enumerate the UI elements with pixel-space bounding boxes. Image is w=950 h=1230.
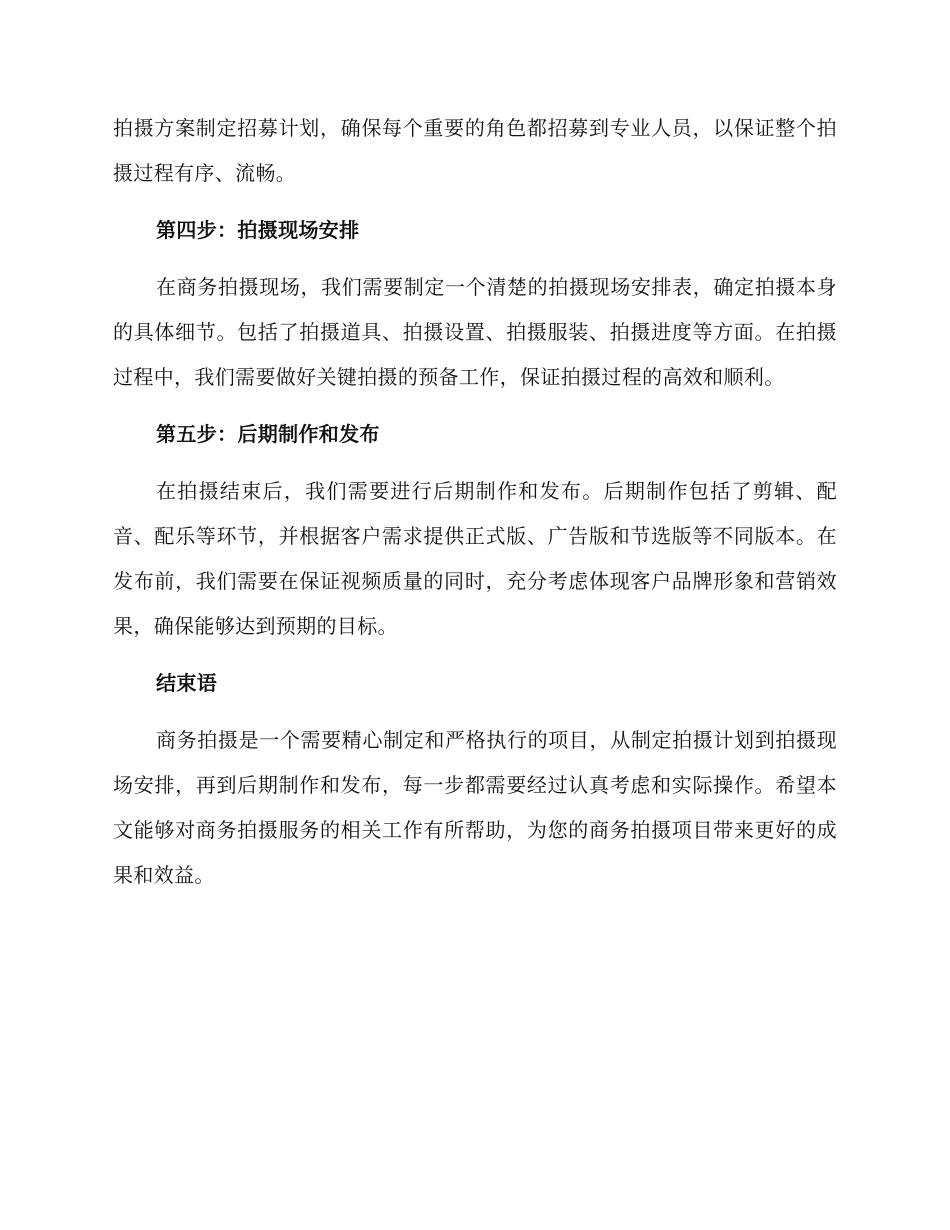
section-body-step-four: 在商务拍摄现场，我们需要制定一个清楚的拍摄现场安排表，确定拍摄本身的具体细节。包括了拍摄道具、拍摄设置、拍摄服装、拍摄进度等方面。在拍摄过程中，我们需要做好关键拍摄的预备工作，保证拍摄过程的高效和顺利。 xyxy=(113,275,837,389)
section-body-step-five: 在拍摄结束后，我们需要进行后期制作和发布。后期制作包括了剪辑、配音、配乐等环节，并根据客户需求提供正式版、广告版和节选版等不同版本。在发布前，我们需要在保证视频质量的同时，充分考虑体现客户品牌形象和营销效果，确保能够达到预期的目标。 xyxy=(113,479,837,638)
section-body-conclusion: 商务拍摄是一个需要精心制定和严格执行的项目，从制定拍摄计划到拍摄现场安排，再到后期制作和发布，每一步都需要经过认真考虑和实际操作。希望本文能够对商务拍摄服务的相关工作有所帮助，为您的商务拍摄项目带来更好的成果和效益。 xyxy=(113,728,837,887)
intro-paragraph: 拍摄方案制定招募计划，确保每个重要的角色都招募到专业人员，以保证整个拍摄过程有序、流畅。 xyxy=(113,116,837,185)
document-page xyxy=(113,106,837,898)
section-heading-conclusion: 结束语 xyxy=(156,671,218,695)
section-heading-step-four: 第四步：拍摄现场安排 xyxy=(156,218,360,242)
section-heading-step-five: 第五步：后期制作和发布 xyxy=(156,422,380,446)
